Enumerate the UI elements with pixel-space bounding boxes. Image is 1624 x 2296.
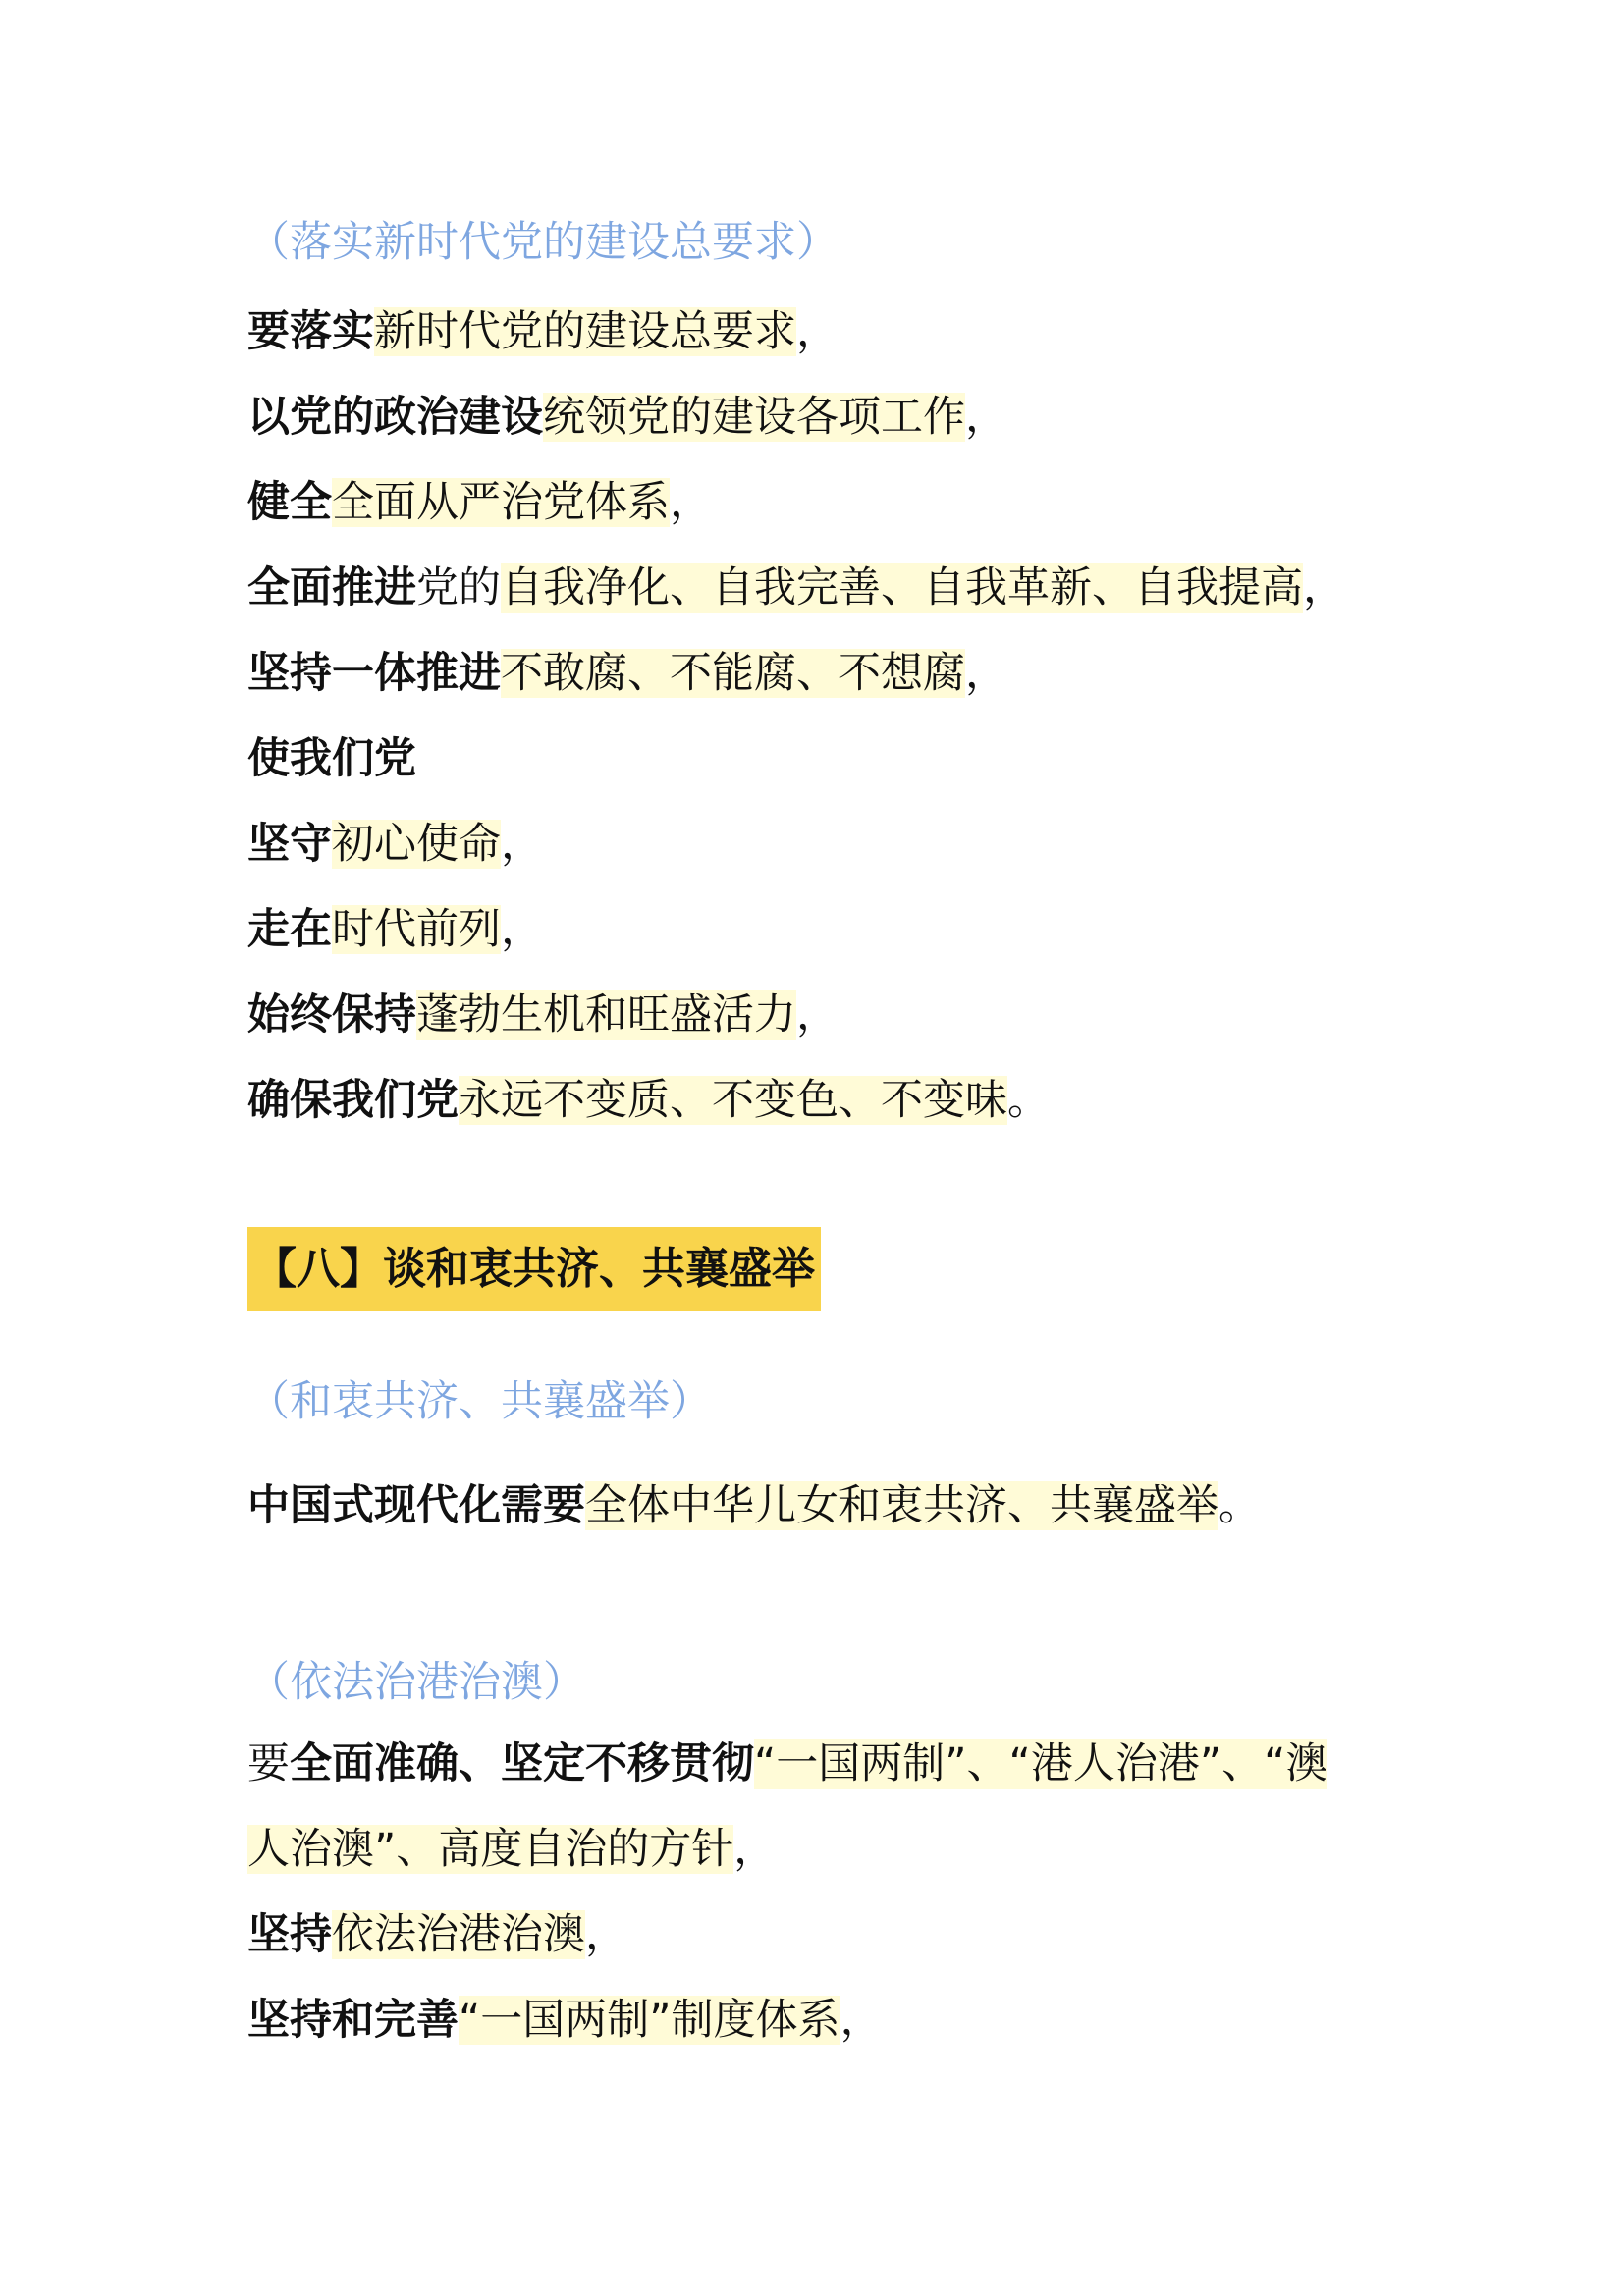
text-line (247, 630, 1007, 717)
bold-phrase: 要落实 (247, 307, 374, 356)
text-line (247, 1721, 1327, 1807)
text-line (247, 289, 839, 375)
highlighted-phrase: 不敢腐、不能腐、不想腐 (501, 649, 965, 698)
punctuation: ， (501, 820, 543, 869)
highlighted-phrase: “一国两制”制度体系 (459, 1996, 840, 2045)
bold-phrase: 始终保持 (247, 990, 416, 1040)
section-note (247, 1643, 585, 1722)
highlighted-phrase: 全面从严治党体系 (332, 478, 670, 527)
highlighted-phrase: 永远不变质、不变色、不变味 (459, 1076, 1007, 1125)
bold-phrase: 坚持 (247, 1910, 332, 1959)
highlighted-phrase: 蓬勃生机和旺盛活力 (416, 990, 796, 1040)
bold-phrase: 坚持一体推进 (247, 649, 501, 698)
text-line (247, 1892, 627, 1978)
bold-phrase: 使我们党 (247, 734, 416, 783)
text-line (247, 545, 1345, 631)
text-line (247, 374, 1007, 460)
punctuation: ， (670, 478, 712, 527)
text-line (247, 801, 543, 887)
bold-phrase: 全面准确、坚定不移贯彻 (290, 1739, 754, 1789)
section-heading: 【八】谈和衷共济、共襄盛举 (247, 1227, 821, 1311)
bold-phrase: 全面推进 (247, 563, 416, 613)
highlighted-phrase: 自我净化、自我完善、自我革新、自我提高 (501, 563, 1303, 613)
note-text: （依法治港治澳） (247, 1658, 585, 1707)
punctuation: ， (585, 1910, 627, 1959)
text-line (247, 1806, 776, 1893)
punctuation: ， (733, 1825, 777, 1874)
section-note (247, 203, 839, 282)
punctuation: ， (796, 990, 839, 1040)
bold-phrase: 健全 (247, 478, 332, 527)
bold-phrase: 以党的政治建设 (247, 393, 543, 442)
highlighted-phrase: 初心使命 (332, 820, 501, 869)
text-line (247, 1977, 883, 2063)
note-text: （落实新时代党的建设总要求） (247, 218, 839, 267)
highlighted-phrase: 新时代党的建设总要求 (374, 307, 796, 356)
bold-phrase: 走在 (247, 905, 332, 954)
bold-phrase: 坚持和完善 (247, 1996, 459, 2045)
punctuation: ， (501, 905, 543, 954)
text-line (247, 716, 416, 802)
plain-phrase: 要 (247, 1739, 290, 1789)
bold-phrase: 坚守 (247, 820, 332, 869)
punctuation: ， (839, 1996, 883, 2045)
text-line (247, 459, 712, 546)
text-line (247, 1057, 1050, 1144)
punctuation: ， (1303, 563, 1345, 613)
text-line (247, 972, 839, 1058)
highlighted-phrase: 依法治港治澳 (332, 1910, 585, 1959)
note-text: （和衷共济、共襄盛举） (247, 1377, 712, 1426)
highlighted-phrase: 全体中华儿女和衷共济、共襄盛举 (585, 1481, 1218, 1530)
punctuation: ， (796, 307, 839, 356)
highlighted-phrase: “一国两制”、“港人治港”、“澳 (754, 1739, 1328, 1789)
section-note (247, 1362, 712, 1441)
text-line (247, 1463, 1261, 1549)
bold-phrase: 中国式现代化需要 (247, 1481, 585, 1530)
highlighted-phrase: 时代前列 (332, 905, 501, 954)
plain-phrase: 党的 (416, 563, 501, 613)
highlighted-phrase: 统领党的建设各项工作 (543, 393, 965, 442)
punctuation: 。 (1007, 1076, 1050, 1125)
punctuation: ， (965, 393, 1007, 442)
bold-phrase: 确保我们党 (247, 1076, 459, 1125)
punctuation: 。 (1218, 1481, 1261, 1530)
punctuation: ， (965, 649, 1007, 698)
text-line (247, 886, 543, 973)
highlighted-phrase: 人治澳”、高度自治的方针 (247, 1825, 734, 1874)
